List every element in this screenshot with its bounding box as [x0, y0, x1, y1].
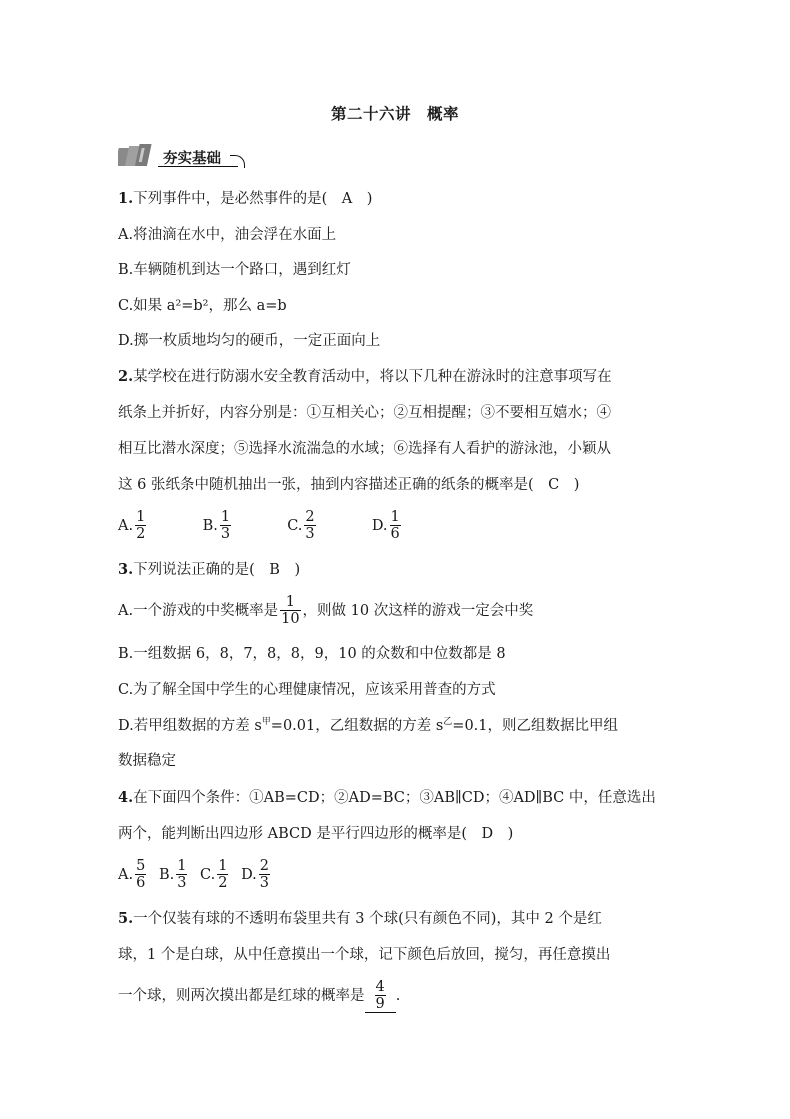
q3-number: 3. [118, 561, 134, 578]
fraction: $\frac{1}{3}$ [177, 858, 187, 892]
q2-line-1-text: 某学校在进行防溺水安全教育活动中，将以下几种在游泳时的注意事项写在 [133, 369, 612, 385]
fraction: $\frac{2}{3}$ [259, 858, 270, 892]
fraction: $\frac{2}{3}$ [305, 509, 315, 543]
fraction: $\frac{1}{3}$ [220, 509, 231, 543]
q2-option-b: B. $\frac{1}{3}$ [202, 509, 231, 543]
section-hook [230, 155, 245, 168]
q5-number: 5. [118, 910, 134, 927]
q1-option-d: D.掷一枚质地均匀的硬币，一定正面向上 [118, 333, 381, 349]
fraction: $\frac{1}{10}$ [281, 594, 300, 628]
q1-stem-text: 下列事件中，是必然事件的是( A ) [133, 191, 373, 207]
fraction: $\frac{4}{9}$ [375, 979, 385, 1013]
q2-option-a: A. $\frac{1}{2}$ [118, 509, 146, 543]
q5-line-1-text: 一个仅装有球的不透明布袋里共有 3 个球(只有颜色不同)，其中 2 个是红 [133, 911, 602, 927]
q2-options [118, 510, 403, 542]
q3-option-b: B.一组数据 6，8，7，8，8，9，10 的众数和中位数都是 8 [118, 646, 506, 662]
q1-option-a: A.将油滴在水中，油会浮在水面上 [118, 227, 337, 243]
section-label: 夯实基础 [163, 151, 221, 167]
q4-option-c: C. $\frac{1}{2}$ [200, 858, 228, 892]
q2-line-2: 纸条上并折好，内容分别是：①互相关心；②互相提醒；③不要相互嬉水；④ [118, 405, 611, 421]
section-underline [158, 166, 238, 167]
q3-stem [118, 563, 300, 578]
q2-option-c: C. $\frac{2}{3}$ [287, 509, 315, 543]
q2-line-1 [118, 370, 612, 385]
q3-option-d-line-1: D.若甲组数据的方差 $s^甲=0.01$，乙组数据的方差 $s^乙=0.1$，则乙组数据比甲组 [118, 717, 619, 734]
q4-option-d: D. $\frac{2}{3}$ [241, 858, 270, 892]
q3-option-a: A.一个游戏的中奖概率是 $\frac{1}{10}$ ，则做 10 次这样的游戏一定会中奖 [118, 594, 534, 628]
fraction: $\frac{1}{2}$ [136, 509, 146, 543]
q5-line-1 [118, 912, 602, 927]
q1-stem [118, 192, 372, 207]
q3-option-c: C.为了解全国中学生的心理健康情况，应该采用普查的方式 [118, 682, 496, 698]
q2-option-d: D. $\frac{1}{6}$ [371, 509, 400, 543]
q1-number: 1. [118, 190, 134, 207]
q4-options [118, 859, 272, 891]
q4-line-1-text: 在下面四个条件：①AB=CD；②AD=BC；③AB∥CD；④AD∥BC 中，任意选出 [133, 790, 656, 806]
section-header [118, 140, 258, 170]
q4-number: 4. [118, 789, 134, 806]
q2-number: 2. [118, 368, 134, 385]
q3-stem-text: 下列说法正确的是( B ) [133, 562, 301, 578]
q5-line-3: 一个球，则两次摸出都是红球的概率是 $\frac{4}{9}$ . [118, 979, 401, 1013]
q3-option-d-line-2: 数据稳定 [118, 753, 176, 769]
q4-line-1 [118, 791, 656, 806]
q4-line-2: 两个，能判断出四边形 ABCD 是平行四边形的概率是( D ) [118, 826, 514, 842]
fraction: $\frac{1}{6}$ [390, 509, 400, 543]
page-title: 第二十六讲 概率 [330, 104, 459, 123]
q1-option-c: C.如果 a²=b²，那么 a=b [118, 298, 287, 314]
q4-option-a: A. $\frac{5}{6}$ [118, 858, 146, 892]
q2-line-4: 这 6 张纸条中随机抽出一张，抽到内容描述正确的纸条的概率是( C ) [118, 477, 580, 493]
q1-option-b: B.车辆随机到达一个路口，遇到红灯 [118, 262, 351, 278]
answer-blank [365, 980, 396, 1013]
fraction: $\frac{1}{2}$ [218, 858, 228, 892]
q2-line-3: 相互比潜水深度；⑤选择水流湍急的水域；⑥选择有人看护的游泳池，小颖从 [118, 441, 611, 457]
q4-option-b: B. $\frac{1}{3}$ [158, 858, 187, 892]
books-icon [118, 142, 160, 168]
fraction: $\frac{5}{6}$ [136, 858, 146, 892]
q5-line-2: 球，1 个是白球，从中任意摸出一个球，记下颜色后放回，搅匀，再任意摸出 [118, 947, 611, 963]
